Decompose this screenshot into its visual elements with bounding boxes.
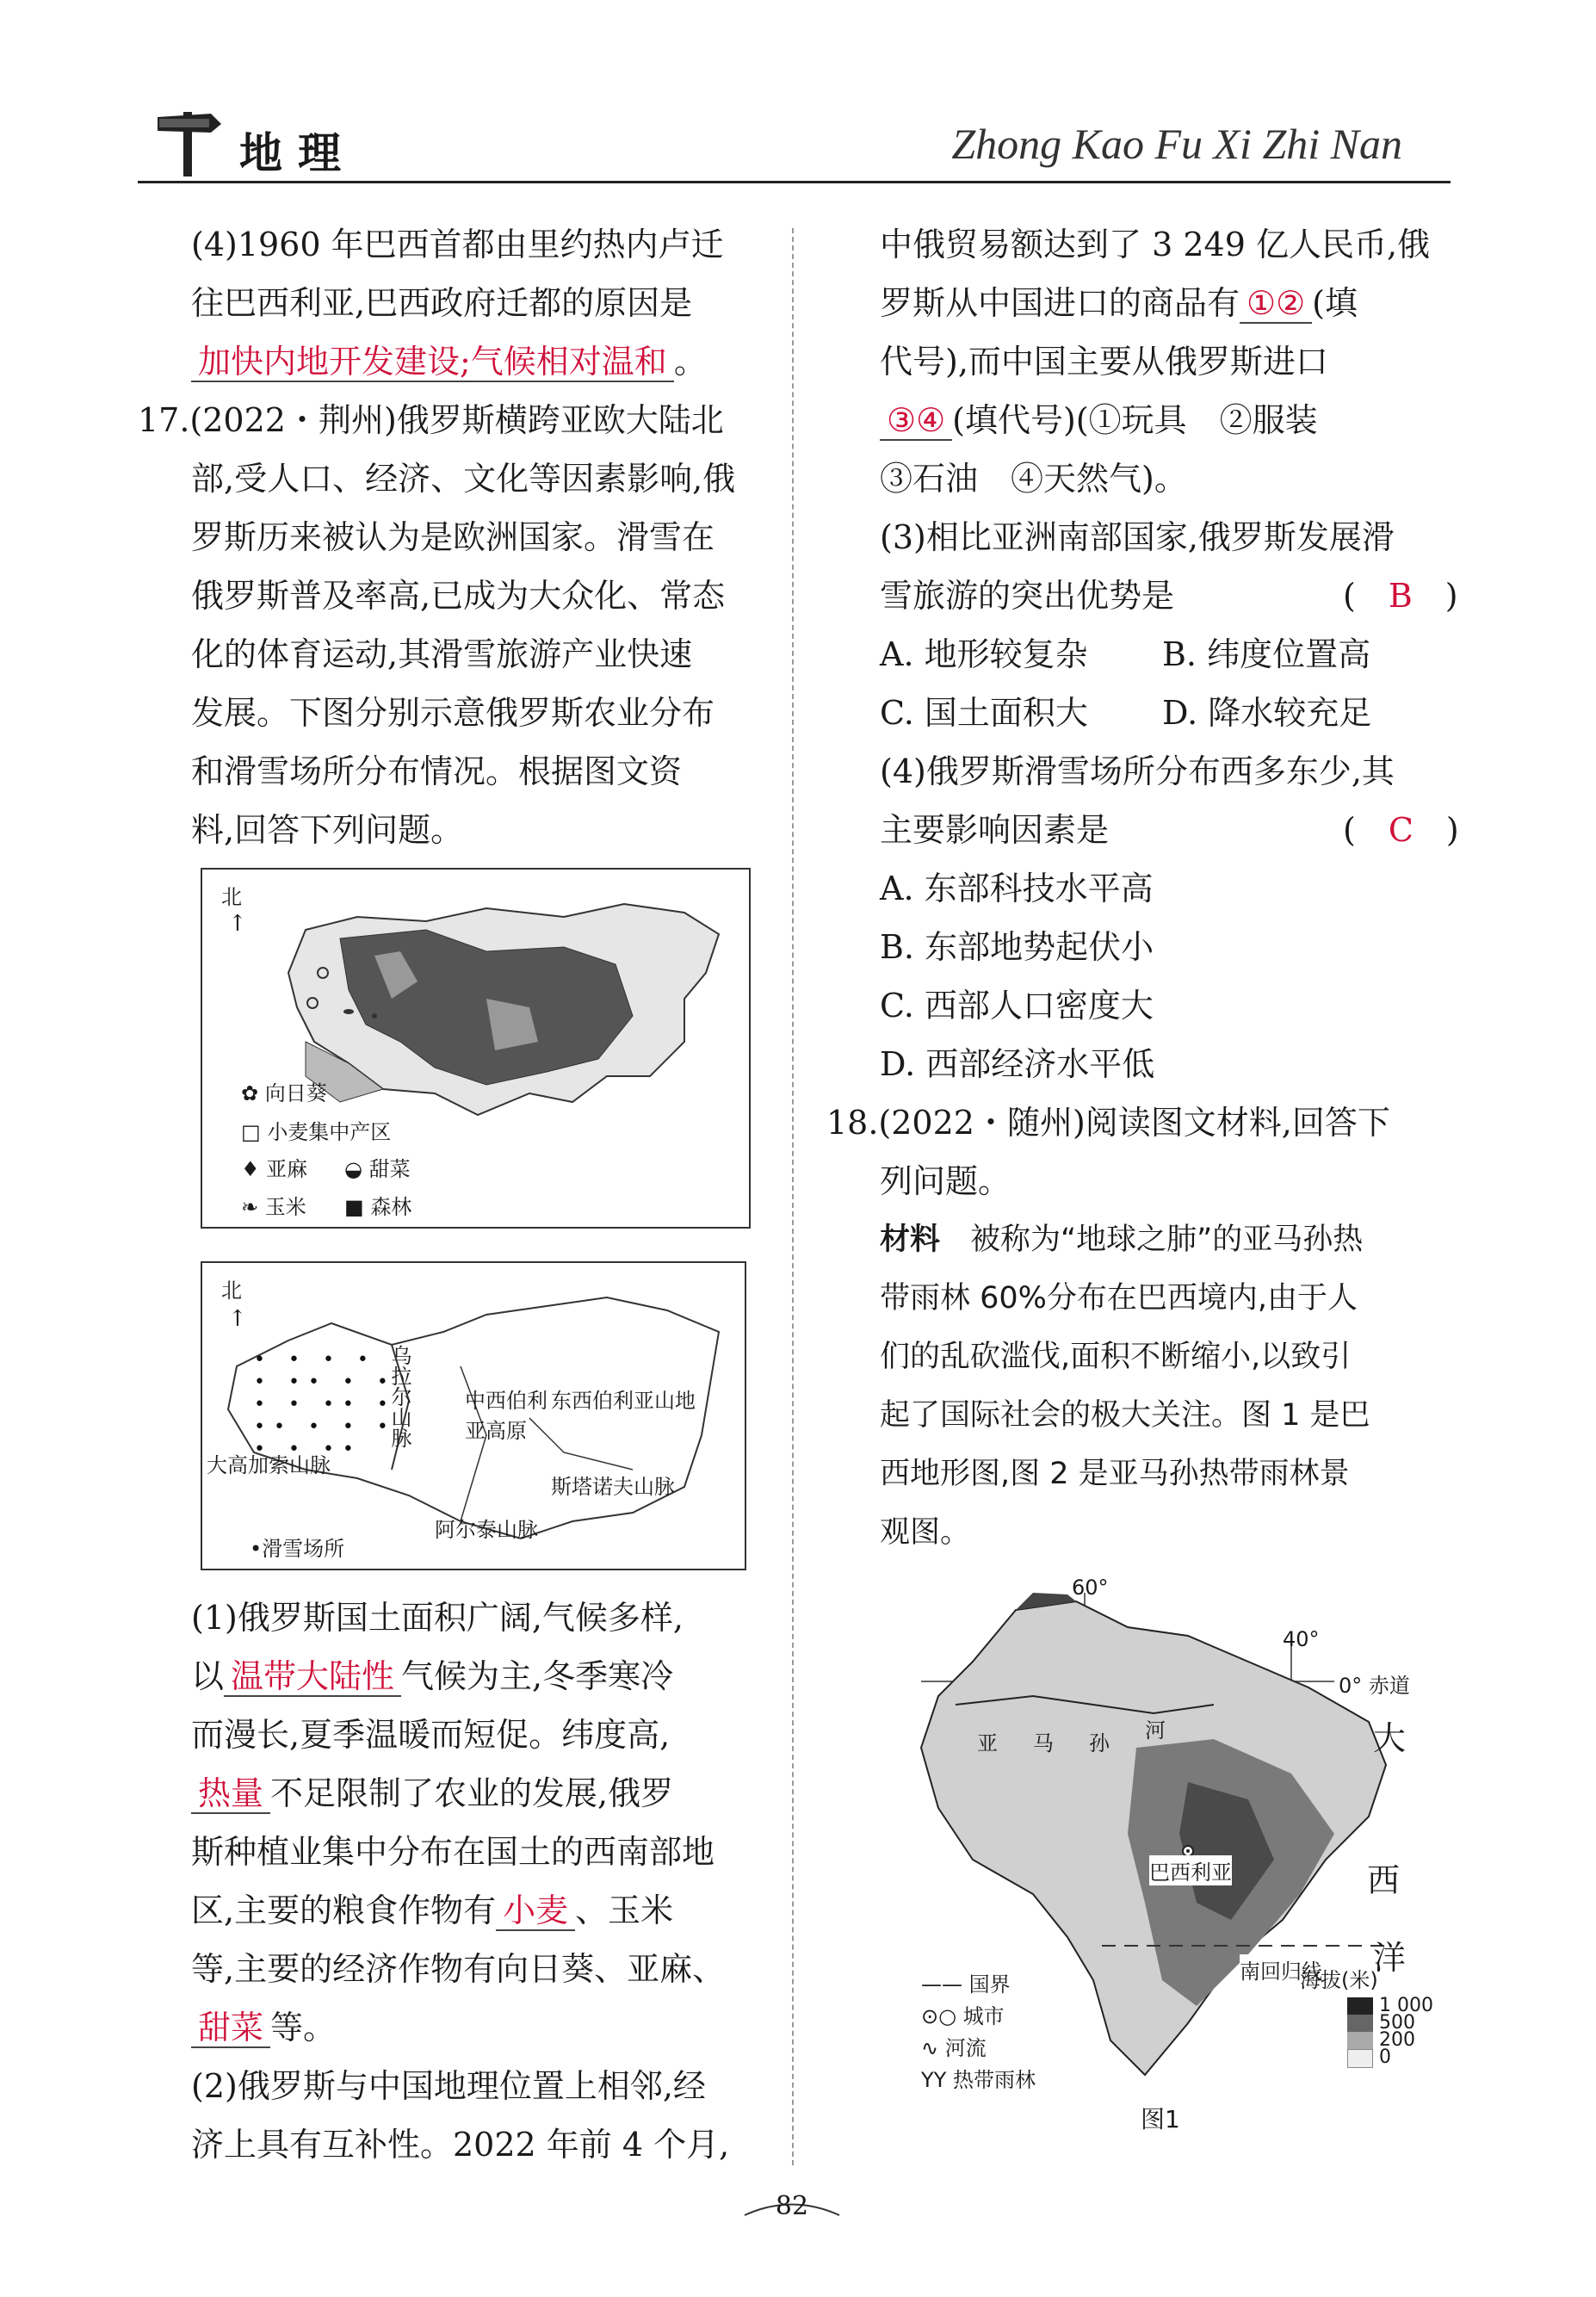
label-east-siberia: 东西伯利亚山地 bbox=[551, 1389, 696, 1413]
q17-4-opt-d: D. 西部经济水平低 bbox=[880, 1045, 1155, 1083]
equator-label: 0° 赤道 bbox=[1339, 1674, 1410, 1698]
legend-wheat: □ 小麦集中产区 bbox=[241, 1120, 392, 1144]
q17-4-opt-c: C. 西部人口密度大 bbox=[880, 987, 1154, 1025]
ocean-label-3: 洋 bbox=[1373, 1939, 1407, 1977]
amazon-label-1: 亚 bbox=[977, 1731, 998, 1755]
q17-3-opt-a: A. 地形较复杂 bbox=[880, 635, 1088, 673]
capital-label: 巴西利亚 bbox=[1149, 1855, 1232, 1885]
subject-title: 地理 bbox=[239, 127, 356, 178]
q18-material-l6: 观图。 bbox=[880, 1515, 971, 1550]
q17-stem-l1: 17.(2022・荆州)俄罗斯横跨亚欧大陆北 bbox=[138, 401, 724, 439]
q18-stem-l2: 列问题。 bbox=[880, 1162, 1011, 1200]
q16-4-answer: 加快内地开发建设;气候相对温和 bbox=[191, 343, 674, 382]
q17-1-answer-wheat: 小麦 bbox=[496, 1891, 575, 1931]
legend-city: ⊙○ 城市 bbox=[921, 2004, 1005, 2028]
q17-3-answer: B bbox=[1388, 577, 1413, 615]
q17-stem-l2: 部,受人口、经济、文化等因素影响,俄 bbox=[191, 460, 736, 498]
q18-material-l1: 材料 被称为“地球之肺”的亚马孙热 bbox=[880, 1223, 1364, 1257]
q17-1-l1: (1)俄罗斯国土面积广阔,气候多样, bbox=[191, 1599, 684, 1637]
q17-stem-l6: 发展。下图分别示意俄罗斯农业分布 bbox=[191, 694, 715, 732]
q17-4-l2: 主要影响因素是 bbox=[880, 811, 1110, 849]
q17-2c-l1: 中俄贸易额达到了 3 249 亿人民币,俄 bbox=[880, 226, 1431, 263]
q17-1-answer-heat: 热量 bbox=[191, 1774, 270, 1814]
series-pinyin: Zhong Kao Fu Xi Zhi Nan bbox=[951, 120, 1402, 168]
legend-corn: ❧ 玉米 bbox=[241, 1195, 306, 1219]
north-arrow-icon: ↑ bbox=[228, 911, 247, 937]
label-altai: 阿尔泰山脉 bbox=[435, 1518, 538, 1542]
q17-2-answer-imports: ①② bbox=[1240, 284, 1312, 324]
q17-stem-l8: 料,回答下列问题。 bbox=[191, 811, 464, 849]
lon-40-label: 40° bbox=[1283, 1627, 1320, 1651]
legend-flax: ♦ 亚麻 bbox=[241, 1157, 308, 1181]
q17-1-l3: 而漫长,夏季温暖而短促。纬度高, bbox=[191, 1716, 671, 1754]
q17-3-opt-c: C. 国土面积大 bbox=[880, 694, 1088, 732]
q17-stem-l4: 俄罗斯普及率高,已成为大众化、常态 bbox=[191, 577, 726, 615]
q17-3-answer-bracket: ( B ) bbox=[1343, 577, 1458, 615]
tropic-label: 南回归线 bbox=[1240, 1954, 1322, 1984]
q17-1-l8: 甜菜 等。 bbox=[191, 2007, 336, 2048]
logo-signpost-icon bbox=[151, 102, 228, 179]
q17-stem-l5: 化的体育运动,其滑雪旅游产业快速 bbox=[191, 635, 693, 673]
q17-4-answer: C bbox=[1388, 811, 1414, 849]
ski-points: • • • • • •• • • • • •• • •• • • • • • •• bbox=[254, 1349, 397, 1460]
q17-1-l6: 区,主要的粮食作物有 小麦 、玉米 bbox=[191, 1891, 674, 1929]
column-divider bbox=[792, 228, 794, 2165]
q17-2c-l2: 罗斯从中国进口的商品有 ①② (填 bbox=[880, 284, 1358, 322]
q17-1-answer-climate: 温带大陆性 bbox=[224, 1657, 401, 1697]
amazon-label-4: 河 bbox=[1145, 1718, 1166, 1743]
north-label-2: 北 bbox=[221, 1279, 242, 1303]
label-ural: 乌拉尔山脉 bbox=[387, 1345, 411, 1448]
q16-4-line2: 往巴西利亚,巴西政府迁都的原因是 bbox=[191, 284, 693, 322]
q17-2c-l5: ③石油 ④天然气)。 bbox=[880, 460, 1187, 498]
ocean-label-2: 西 bbox=[1367, 1861, 1401, 1899]
header-rule bbox=[138, 181, 1451, 183]
amazon-label-3: 孙 bbox=[1089, 1731, 1110, 1755]
q17-stem-l3: 罗斯历来被认为是欧洲国家。滑雪在 bbox=[191, 518, 715, 556]
legend-beet: ◒ 甜菜 bbox=[344, 1157, 411, 1181]
elevation-title: 海拔(米) bbox=[1300, 1968, 1378, 1992]
lon-60-label: 60° bbox=[1072, 1576, 1109, 1600]
label-central-siberia: 中西伯利亚高原 bbox=[465, 1389, 547, 1443]
q17-1-l2: 以 温带大陆性 气候为主,冬季寒冷 bbox=[191, 1657, 674, 1695]
q18-material-l4: 起了国际社会的极大关注。图 1 是巴 bbox=[880, 1398, 1370, 1433]
north-arrow-icon-2: ↑ bbox=[228, 1306, 247, 1332]
q17-stem-l7: 和滑雪场所分布情况。根据图文资 bbox=[191, 752, 683, 790]
label-stanovoy: 斯塔诺夫山脉 bbox=[551, 1475, 675, 1499]
q18-material-l5: 西地形图,图 2 是亚马孙热带雨林景 bbox=[880, 1457, 1350, 1491]
legend-rainforest: ΥΥ 热带雨林 bbox=[921, 2068, 1036, 2092]
label-caucasus: 大高加索山脉 bbox=[207, 1453, 331, 1477]
amazon-label-2: 马 bbox=[1033, 1731, 1054, 1755]
q17-1-answer-beet: 甜菜 bbox=[191, 2009, 270, 2048]
ocean-label-1: 大 bbox=[1373, 1719, 1407, 1757]
legend-sunflower: ✿ 向日葵 bbox=[241, 1081, 327, 1105]
q17-1-l5: 斯种植业集中分布在国土的西南部地 bbox=[191, 1833, 715, 1871]
q17-2c-l4: ③④ (填代号)(①玩具 ②服装 bbox=[880, 399, 1318, 441]
q17-1-l7: 等,主要的经济作物有向日葵、亚麻、 bbox=[191, 1950, 726, 1988]
q17-3-l1: (3)相比亚洲南部国家,俄罗斯发展滑 bbox=[880, 518, 1395, 556]
q17-4-l1: (4)俄罗斯滑雪场所分布西多东少,其 bbox=[880, 752, 1395, 790]
brazil-topo-map bbox=[904, 1576, 1463, 2144]
q17-3-opt-d: D. 降水较充足 bbox=[1162, 694, 1372, 732]
elevation-swatches bbox=[1347, 1997, 1373, 2068]
q18-material-l3: 们的乱砍滥伐,面积不断缩小,以致引 bbox=[880, 1340, 1352, 1374]
q17-2-answer-exports: ③④ bbox=[880, 401, 952, 441]
q17-2-l1: (2)俄罗斯与中国地理位置上相邻,经 bbox=[191, 2067, 706, 2105]
figure-caption: 图1 bbox=[1141, 2105, 1180, 2133]
q17-3-opt-b: B. 纬度位置高 bbox=[1162, 635, 1371, 673]
russia-agriculture-map bbox=[201, 868, 751, 1229]
legend-forest: ■ 森林 bbox=[344, 1195, 412, 1219]
q17-2c-l3: 代号),而中国主要从俄罗斯进口 bbox=[880, 343, 1328, 381]
q16-4-line1: (4)1960 年巴西首都由里约热内卢迁 bbox=[191, 226, 724, 263]
q17-2-l2: 济上具有互补性。2022 年前 4 个月, bbox=[191, 2126, 730, 2164]
q17-3-l2: 雪旅游的突出优势是 bbox=[880, 577, 1175, 615]
q17-4-opt-a: A. 东部科技水平高 bbox=[880, 870, 1154, 907]
page-number: 82 bbox=[740, 2191, 844, 2221]
q17-1-l4: 热量 不足限制了农业的发展,俄罗 bbox=[191, 1773, 673, 1814]
q17-4-opt-b: B. 东部地势起伏小 bbox=[880, 928, 1154, 966]
north-label: 北 bbox=[221, 885, 242, 909]
q18-material-l2: 带雨林 60%分布在巴西境内,由于人 bbox=[880, 1281, 1358, 1316]
q16-4-answer-line: 加快内地开发建设;气候相对温和 。 bbox=[191, 341, 707, 382]
elevation-values: 1 000 500 200 0 bbox=[1379, 1995, 1433, 2068]
legend-river: ∿ 河流 bbox=[921, 2036, 987, 2060]
q18-stem-l1: 18.(2022・随州)阅读图文材料,回答下 bbox=[826, 1104, 1390, 1142]
legend-border: —— 国界 bbox=[921, 1972, 1011, 1997]
russia-ski-map bbox=[201, 1261, 746, 1570]
q17-4-answer-bracket: ( C ) bbox=[1343, 811, 1459, 849]
legend-ski: •滑雪场所 bbox=[250, 1537, 345, 1561]
